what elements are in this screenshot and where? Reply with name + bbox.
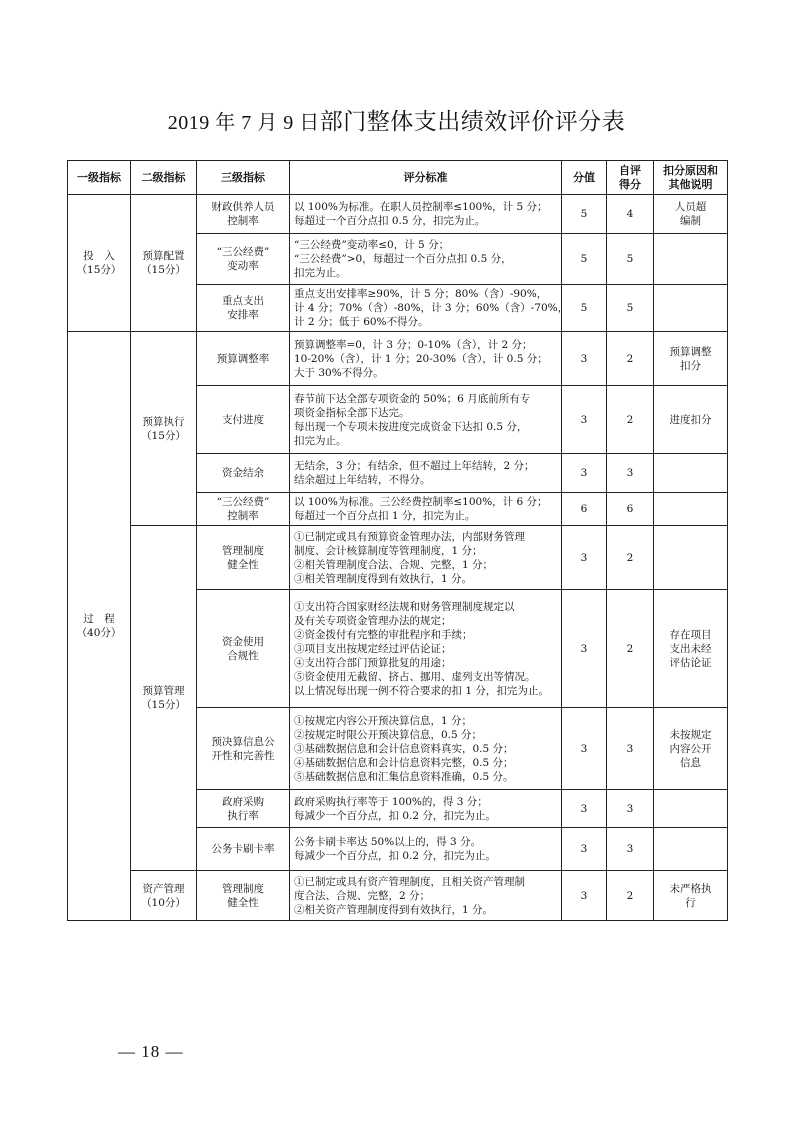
header-cell <box>654 161 728 195</box>
self-score-cell: 3 <box>607 454 654 493</box>
cell-line: 扣分 <box>680 359 701 372</box>
cell-line: 每超过一个百分点扣 0.5 分，扣完为止。 <box>294 215 486 227</box>
level2-score: （15分） <box>141 699 186 711</box>
level2-name: 预算执行 <box>142 415 185 428</box>
cell-line: 二级指标 <box>141 170 186 184</box>
max-score-cell: 3 <box>562 871 607 921</box>
cell-line: 合规性 <box>227 649 259 662</box>
note-cell <box>654 195 728 234</box>
cell-line: 开性和完善性 <box>211 749 275 762</box>
level2-cell <box>131 195 197 332</box>
max-score-cell: 6 <box>562 493 607 526</box>
header-cell <box>197 161 290 195</box>
cell-line: 计 4 分；70%（含）-80%，计 3 分；60%（含）-70%， <box>294 302 569 314</box>
cell-line: “三公经费” <box>216 496 270 508</box>
cell-line: 财政供养人员 <box>211 201 275 213</box>
cell-line: 10-20%（含），计 1 分；20-30%（含），计 0.5 分； <box>294 352 548 365</box>
cell-line: 执行率 <box>227 809 259 822</box>
criteria-cell <box>290 285 569 332</box>
cell-line: 扣分原因和 <box>663 163 718 177</box>
self-score-cell: 3 <box>607 790 654 828</box>
cell-line: ②资金拨付有完整的审批程序和手续； <box>294 628 473 641</box>
level2-cell <box>131 526 197 871</box>
self-score-cell: 5 <box>607 285 654 332</box>
level3-cell <box>197 871 290 921</box>
cell-line: 进度扣分 <box>669 413 712 426</box>
cell-line: 扣完为止。 <box>294 267 347 279</box>
score-table <box>67 160 728 921</box>
level3-cell <box>197 590 290 708</box>
self-score-cell: 2 <box>607 871 654 921</box>
cell-line: 以 100%为标准。三公经费控制率≤100%，计 6 分； <box>294 496 548 508</box>
table-row <box>68 195 728 234</box>
level3-cell <box>197 526 290 590</box>
cell-line: 预算调整率 <box>216 352 270 365</box>
cell-line: ①按规定内容公开预决算信息，1 分； <box>294 714 473 727</box>
page-number: — 18 — <box>118 1042 184 1061</box>
level2-score: （10分） <box>141 896 186 909</box>
note-cell <box>654 590 728 708</box>
self-score-cell: 3 <box>607 708 654 790</box>
cell-line: 计 2 分；低于 60%不得分。 <box>294 316 429 328</box>
note-cell <box>654 493 728 526</box>
cell-line: “三公经费”变动率≤0，计 5 分； <box>294 239 450 251</box>
level1-score: （15分） <box>76 264 122 276</box>
cell-line: 分值 <box>573 170 595 184</box>
cell-line: 春节前下达全部专项资金的 50%；6 月底前所有专 <box>294 392 531 405</box>
note-cell <box>654 828 728 871</box>
self-score-cell: 2 <box>607 386 654 454</box>
self-score-cell: 3 <box>607 828 654 871</box>
cell-line: 项资金指标全部下达完。 <box>294 406 410 419</box>
cell-line: 控制率 <box>227 510 259 522</box>
cell-line: 制度、会计核算制度等管理制度，1 分； <box>294 544 483 557</box>
cell-line: 得分 <box>619 177 641 191</box>
max-score-cell: 3 <box>562 828 607 871</box>
level3-cell <box>197 386 290 454</box>
note-cell <box>654 332 728 386</box>
level2-cell <box>131 871 197 921</box>
cell-line: “三公经费”>0，每超过一个百分点扣 0.5 分， <box>294 253 512 265</box>
cell-line: ②按规定时限公开预决算信息，0.5 分； <box>294 728 483 741</box>
level3-cell <box>197 332 290 386</box>
cell-line: 每超过一个百分点扣 1 分，扣完为止。 <box>294 510 476 522</box>
level2-score: （15分） <box>141 429 186 442</box>
cell-line: ③基础数据信息和会计信息资料真实，0.5 分； <box>294 742 514 755</box>
header-cell <box>131 161 197 195</box>
max-score-cell: 3 <box>562 332 607 386</box>
criteria-cell <box>290 195 562 234</box>
criteria-cell <box>290 828 562 871</box>
cell-line: 内容公开 <box>669 742 712 755</box>
self-score-cell: 4 <box>607 195 654 234</box>
criteria-cell <box>290 590 562 708</box>
cell-line: ④基础数据信息和会计信息资料完整，0.5 分； <box>294 756 514 769</box>
header-cell <box>290 161 562 195</box>
cell-line: 信息 <box>680 756 701 769</box>
title-main: 部门整体支出绩效评价评分表 <box>319 109 626 135</box>
level3-cell <box>197 493 290 526</box>
cell-line: 以 100%为标准。在职人员控制率≤100%，计 5 分； <box>294 201 548 213</box>
cell-line: 每减少一个百分点，扣 0.2 分，扣完为止。 <box>294 850 496 862</box>
cell-line: 以上情况每出现一例不符合要求的扣 1 分，扣完为止。 <box>294 684 549 697</box>
max-score-cell: 5 <box>562 195 607 234</box>
max-score-cell: 3 <box>562 454 607 493</box>
cell-line: 评估论证 <box>669 656 712 669</box>
table-header-row <box>68 161 728 195</box>
criteria-cell <box>290 871 562 921</box>
criteria-cell <box>290 493 562 526</box>
cell-line: 预算调整 <box>669 345 712 358</box>
table-row <box>68 526 728 590</box>
cell-line: 评分标准 <box>403 170 448 184</box>
note-cell <box>654 708 728 790</box>
self-score-cell: 6 <box>607 493 654 526</box>
level1-score: （40分） <box>76 627 122 639</box>
cell-line: 支出未经 <box>669 642 712 655</box>
header-cell <box>68 161 131 195</box>
cell-line: 重点支出安排率≥90%，计 5 分；80%（含）-90%， <box>294 288 548 300</box>
note-cell <box>654 454 728 493</box>
max-score-cell: 3 <box>562 386 607 454</box>
note-cell <box>654 790 728 828</box>
cell-line: ③相关管理制度得到有效执行，1 分。 <box>294 572 473 585</box>
level3-cell <box>197 285 290 332</box>
cell-line: ②相关资产管理制度得到有效执行，1 分。 <box>294 903 494 916</box>
self-score-cell: 5 <box>607 234 654 285</box>
cell-line: 度合法、合规、完整，2 分； <box>294 889 431 902</box>
cell-line: ③项目支出按规定经过评估论证； <box>294 642 452 655</box>
level2-score: （15分） <box>141 264 186 276</box>
cell-line: 政府采购 <box>222 795 264 808</box>
cell-line: 管理制度 <box>222 544 264 557</box>
cell-line: 编制 <box>680 215 701 227</box>
cell-line: 自评 <box>619 163 641 177</box>
criteria-cell <box>290 234 562 285</box>
cell-line: ①已制定或具有资产管理制度，且相关资产管理制 <box>294 875 525 888</box>
level2-name: 资产管理 <box>142 882 185 895</box>
note-cell <box>654 386 728 454</box>
cell-line: 安排率 <box>227 309 259 321</box>
cell-line: 公务卡刷卡率 <box>211 843 275 855</box>
criteria-cell <box>290 386 562 454</box>
max-score-cell: 5 <box>562 285 607 332</box>
self-score-cell: 2 <box>607 332 654 386</box>
max-score-cell: 5 <box>562 234 607 285</box>
cell-line: ⑤资金使用无截留、挤占、挪用、虚列支出等情况。 <box>294 670 536 683</box>
level1-cell <box>68 195 131 332</box>
note-cell <box>654 285 728 332</box>
header-cell <box>607 161 654 195</box>
cell-line: 健全性 <box>227 558 259 571</box>
level2-name: 预算管理 <box>142 685 185 697</box>
criteria-cell <box>290 708 562 790</box>
self-score-cell: 2 <box>607 526 654 590</box>
cell-line: 未严格执 <box>669 882 712 895</box>
cell-line: 其他说明 <box>668 177 713 191</box>
cell-line: “三公经费” <box>216 246 270 258</box>
level3-cell <box>197 454 290 493</box>
note-cell <box>654 526 728 590</box>
cell-line: 控制率 <box>227 215 259 227</box>
cell-line: 及有关专项资金管理办法的规定； <box>294 614 452 627</box>
cell-line: 大于 30%不得分。 <box>294 366 384 379</box>
level2-name: 预算配置 <box>142 250 185 262</box>
cell-line: 重点支出 <box>222 295 264 307</box>
note-cell <box>654 234 728 285</box>
cell-line: 变动率 <box>227 260 259 272</box>
level1-name: 投 入 <box>83 250 115 262</box>
cell-line: 资金使用 <box>222 635 264 648</box>
criteria-cell <box>290 526 562 590</box>
cell-line: ⑤基础数据信息和汇集信息资料准确，0.5 分。 <box>294 770 514 783</box>
cell-line: 管理制度 <box>222 882 264 895</box>
cell-line: 存在项目 <box>669 628 712 641</box>
level1-name: 过 程 <box>83 613 115 625</box>
self-score-cell: 2 <box>607 590 654 708</box>
criteria-cell <box>290 332 562 386</box>
cell-line: ①已制定或具有预算资金管理办法，内部财务管理 <box>294 530 525 543</box>
cell-line: 无结余，3 分；有结余，但不超过上年结转，2 分； <box>294 460 535 472</box>
cell-line: 健全性 <box>227 896 259 909</box>
cell-line: 行 <box>685 896 696 909</box>
cell-line: 人员超 <box>674 201 707 213</box>
cell-line: 预算调整率=0，计 3 分；0-10%（含），计 2 分； <box>294 338 533 351</box>
cell-line: ④支出符合部门预算批复的用途； <box>294 656 452 669</box>
cell-line: 预决算信息公 <box>211 735 275 748</box>
criteria-cell <box>290 790 562 828</box>
cell-line: 公务卡刷卡率达 50%以上的，得 3 分。 <box>294 836 482 848</box>
cell-line: 扣完为止。 <box>294 434 347 447</box>
max-score-cell: 3 <box>562 790 607 828</box>
header-cell <box>562 161 607 195</box>
cell-line: 支付进度 <box>222 413 264 426</box>
max-score-cell: 3 <box>562 708 607 790</box>
level3-cell <box>197 708 290 790</box>
level3-cell <box>197 234 290 285</box>
cell-line: 三级指标 <box>221 170 265 184</box>
level3-cell <box>197 195 290 234</box>
level2-cell <box>131 332 197 526</box>
cell-line: 结余超过上年结转，不得分。 <box>294 474 431 486</box>
cell-line: 每出现一个专项未按进度完成资金下达扣 0.5 分， <box>294 420 528 433</box>
cell-line: 未按规定 <box>669 728 712 741</box>
criteria-cell <box>290 454 562 493</box>
cell-line: 资金结余 <box>222 467 264 479</box>
page-title <box>0 103 793 136</box>
max-score-cell: 3 <box>562 590 607 708</box>
table-row <box>68 871 728 921</box>
cell-line: 一级指标 <box>77 170 121 184</box>
max-score-cell: 3 <box>562 526 607 590</box>
level3-cell <box>197 790 290 828</box>
level3-cell <box>197 828 290 871</box>
cell-line: ②相关管理制度合法、合规、完整，1 分； <box>294 558 494 571</box>
cell-line: 每减少一个百分点，扣 0.2 分，扣完为止。 <box>294 809 496 822</box>
note-cell <box>654 871 728 921</box>
table-row <box>68 332 728 386</box>
title-date: 2019 年 7 月 9 日 <box>167 112 320 134</box>
cell-line: ①支出符合国家财经法规和财务管理制度规定以 <box>294 600 515 613</box>
level1-cell <box>68 332 131 921</box>
cell-line: 政府采购执行率等于 100%的，得 3 分； <box>294 795 488 808</box>
